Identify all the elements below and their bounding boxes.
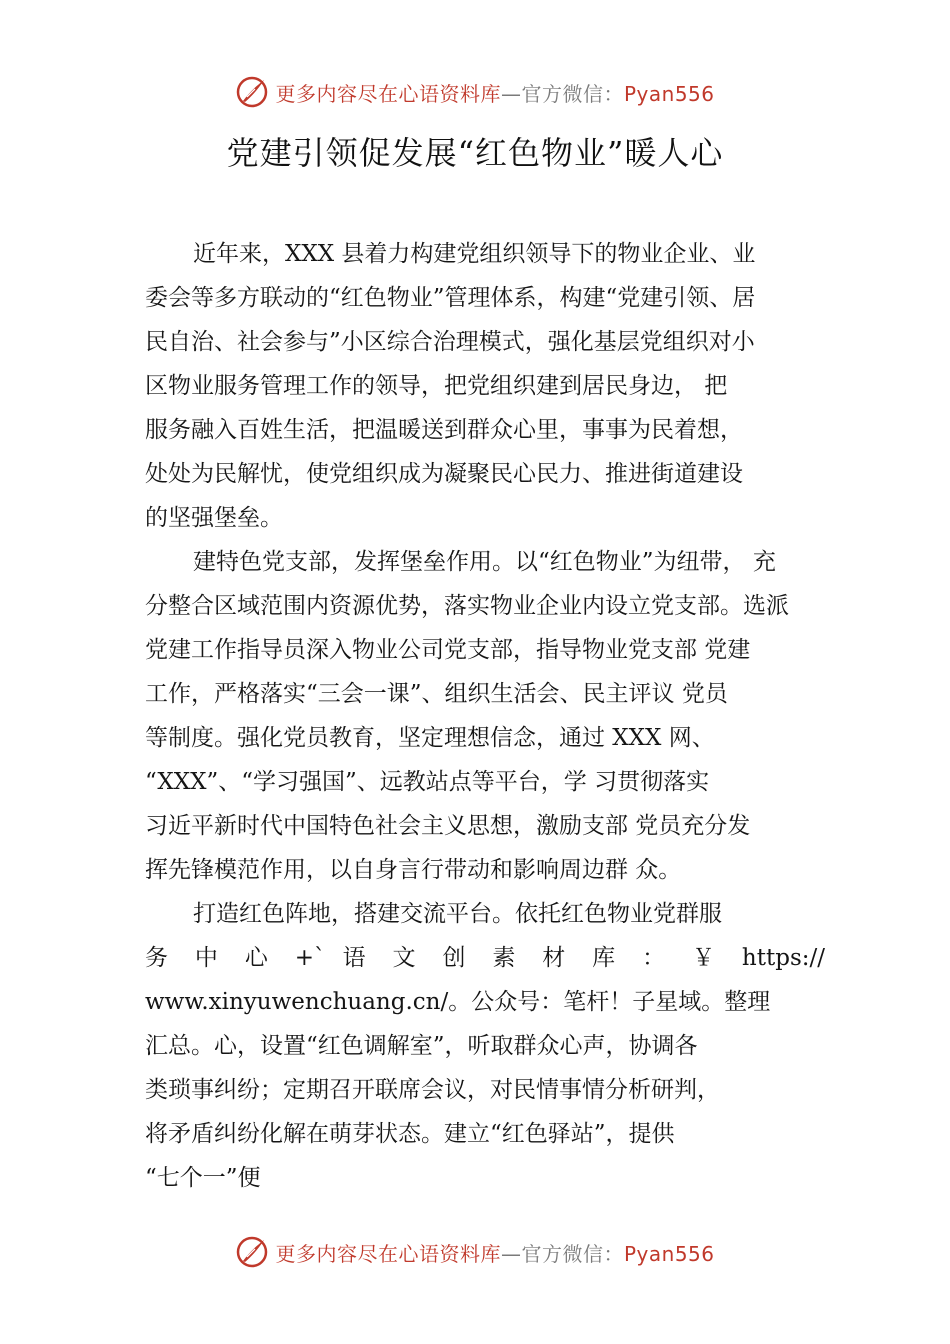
watermark-brand: 更多内容尽在心语资料库 bbox=[275, 1241, 501, 1266]
watermark-brand: 更多内容尽在心语资料库 bbox=[275, 81, 501, 106]
body-line: 区物业服务管理工作的领导，把党组织建到居民身边， 把 bbox=[145, 373, 728, 399]
body-line: 分整合区域范围内资源优势，落实物业企业内设立党支部。选派 bbox=[145, 593, 789, 619]
quill-seal-icon bbox=[235, 1235, 269, 1269]
body-line: 建特色党支部，发挥堡垒作用。以“红色物业”为纽带， 充 bbox=[193, 549, 776, 575]
body-line: 类琐事纠纷；定期召开联席会议，对民情事情分析研判， bbox=[145, 1077, 720, 1103]
watermark-label: 官方微信： bbox=[521, 81, 624, 106]
body-line: 务 中 心 +` 语 文 创 素 材 库 ： ￥ https:// bbox=[145, 945, 825, 971]
footer-watermark bbox=[0, 1232, 950, 1272]
quill-seal-icon bbox=[235, 75, 269, 109]
body-line: 的坚强堡垒。 bbox=[145, 505, 283, 531]
document-body bbox=[145, 232, 825, 1200]
header-watermark bbox=[0, 72, 950, 112]
body-line: 处处为民解忧，使党组织成为凝聚民心民力、推进街道建设 bbox=[145, 461, 743, 487]
body-line: www.xinyuwenchuang.cn/。公众号：笔杆！子星域。整理 bbox=[145, 989, 771, 1015]
body-line: 打造红色阵地，搭建交流平台。依托红色物业党群服 bbox=[193, 901, 722, 927]
body-line: “XXX”、“学习强国”、远教站点等平台，学 习贯彻落实 bbox=[145, 769, 710, 795]
body-line: 习近平新时代中国特色社会主义思想，激励支部 党员充分发 bbox=[145, 813, 751, 839]
body-line: 将矛盾纠纷化解在萌芽状态。建立“红色驿站”，提供 bbox=[145, 1121, 675, 1147]
watermark-separator: — bbox=[500, 1241, 522, 1266]
watermark-account: Pyan556 bbox=[623, 81, 715, 106]
body-line: 委会等多方联动的“红色物业”管理体系，构建“党建引领、居 bbox=[145, 285, 756, 311]
watermark-account: Pyan556 bbox=[623, 1241, 715, 1266]
body-line: “七个一”便 bbox=[145, 1165, 261, 1191]
body-line: 近年来，XXX 县着力构建党组织领导下的物业企业、业 bbox=[193, 241, 756, 267]
body-line: 挥先锋模范作用，以自身言行带动和影响周边群 众。 bbox=[145, 857, 682, 883]
watermark-separator: — bbox=[500, 81, 522, 106]
body-line: 等制度。强化党员教育，坚定理想信念，通过 XXX 网、 bbox=[145, 725, 715, 751]
body-line: 工作，严格落实“三会一课”、组织生活会、民主评议 党员 bbox=[145, 681, 728, 707]
watermark-label: 官方微信： bbox=[521, 1241, 624, 1266]
body-line: 汇总。心，设置“红色调解室”，听取群众心声，协调各 bbox=[145, 1033, 698, 1059]
body-line: 民自治、社会参与”小区综合治理模式，强化基层党组织对小 bbox=[145, 329, 755, 355]
body-line: 党建工作指导员深入物业公司党支部，指导物业党支部 党建 bbox=[145, 637, 751, 663]
document-title: 党建引领促发展“红色物业”暖人心 bbox=[226, 134, 724, 172]
body-line: 服务融入百姓生活，把温暖送到群众心里，事事为民着想， bbox=[145, 417, 743, 443]
